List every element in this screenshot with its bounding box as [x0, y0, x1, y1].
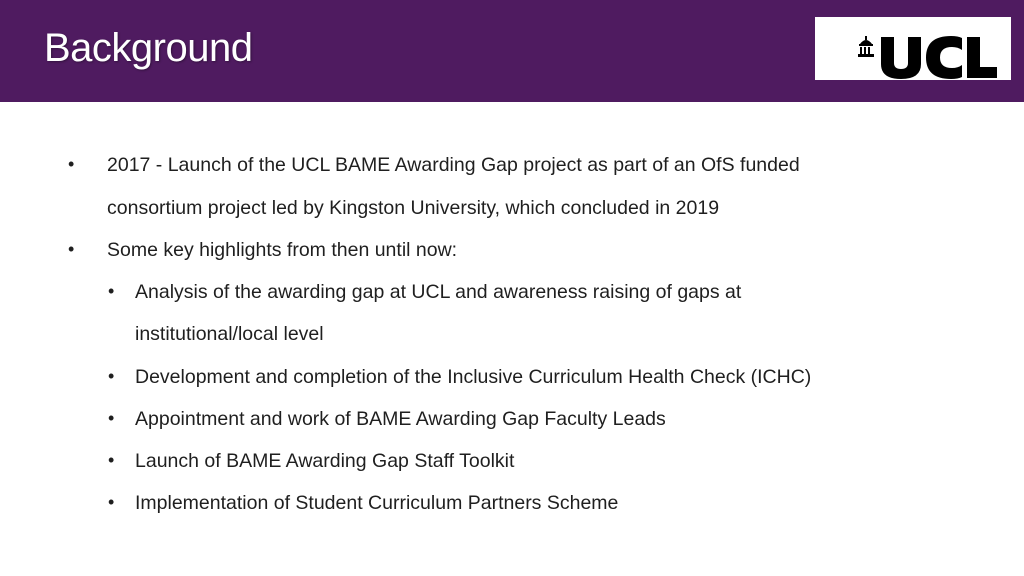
- list-item-text: Analysis of the awarding gap at UCL and awareness raising of gaps at: [135, 281, 742, 303]
- list-item-text: 2017 - Launch of the UCL BAME Awarding Gap project as part of an OfS funded: [107, 154, 800, 176]
- slide-header: [0, 0, 1024, 102]
- sub-bullet-marker: •: [108, 281, 115, 301]
- list-item-text: consortium project led by Kingston University, which concluded in 2019: [107, 197, 720, 219]
- sub-bullet-marker: •: [108, 492, 115, 512]
- sub-bullet-marker: •: [108, 450, 115, 470]
- sub-bullet-marker: •: [108, 366, 115, 386]
- bullet-marker: •: [68, 239, 75, 259]
- ucl-logo-icon: [815, 17, 1011, 80]
- ucl-logo: [815, 17, 1011, 80]
- list-item-text: Appointment and work of BAME Awarding Gap Faculty Leads: [135, 408, 666, 430]
- list-item-text: institutional/local level: [135, 323, 324, 345]
- slide-title: Background: [44, 26, 253, 70]
- list-item-text: Implementation of Student Curriculum Partners Scheme: [135, 492, 619, 514]
- list-item-text: Launch of BAME Awarding Gap Staff Toolkit: [135, 450, 515, 472]
- sub-bullet-marker: •: [108, 408, 115, 428]
- list-item-text: Some key highlights from then until now:: [107, 239, 458, 261]
- bullet-marker: •: [68, 154, 75, 174]
- list-item-text: Development and completion of the Inclusive Curriculum Health Check (ICHC): [135, 366, 812, 388]
